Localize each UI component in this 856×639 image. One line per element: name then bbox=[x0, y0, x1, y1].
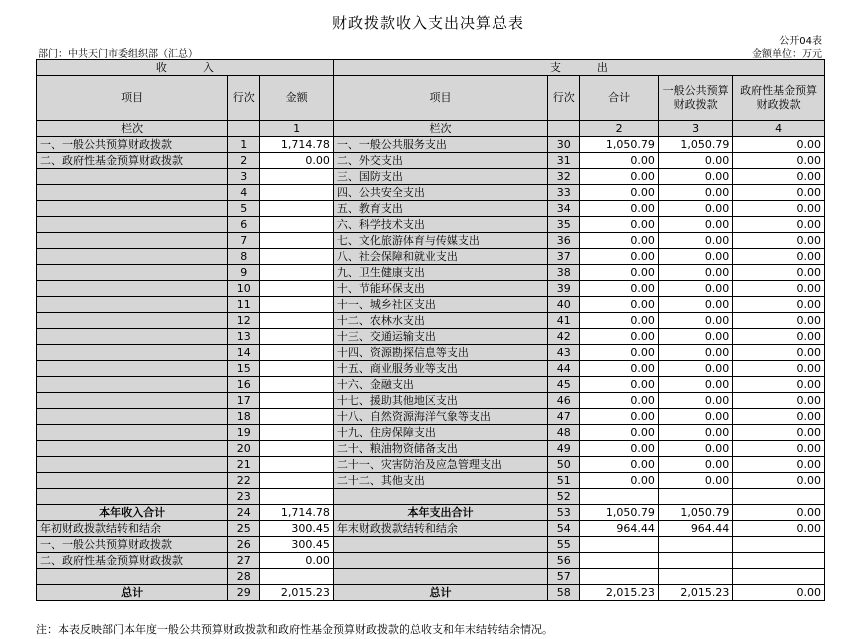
right-gov-fund-cell: 0.00 bbox=[733, 425, 825, 441]
right-general-cell: 0.00 bbox=[658, 201, 732, 217]
right-row-no-cell: 30 bbox=[548, 137, 580, 153]
left-item-cell bbox=[37, 297, 228, 313]
right-item-cell: 九、卫生健康支出 bbox=[333, 265, 547, 281]
right-general-cell: 0.00 bbox=[658, 313, 732, 329]
table-row bbox=[37, 153, 825, 169]
right-general-cell: 0.00 bbox=[658, 473, 732, 489]
income-section-label: 收入 bbox=[37, 60, 334, 76]
left-row-no-cell: 20 bbox=[228, 441, 260, 457]
table-row bbox=[37, 265, 825, 281]
left-amount-cell bbox=[260, 409, 333, 425]
right-gov-fund-cell: 0.00 bbox=[733, 297, 825, 313]
right-row-no-cell: 43 bbox=[548, 345, 580, 361]
right-row-no-cell: 41 bbox=[548, 313, 580, 329]
right-row-no-cell: 40 bbox=[548, 297, 580, 313]
right-general-cell: 0.00 bbox=[658, 393, 732, 409]
left-item-cell bbox=[37, 313, 228, 329]
left-item-cell bbox=[37, 425, 228, 441]
right-gov-fund-cell: 0.00 bbox=[733, 201, 825, 217]
left-amount-cell bbox=[260, 329, 333, 345]
left-row-no-cell: 8 bbox=[228, 249, 260, 265]
right-item-cell: 十二、农林水支出 bbox=[333, 313, 547, 329]
right-total-cell: 0.00 bbox=[580, 313, 658, 329]
right-total-cell: 0.00 bbox=[580, 153, 658, 169]
right-row-no-cell: 46 bbox=[548, 393, 580, 409]
header-total: 合计 bbox=[580, 76, 658, 121]
table-row bbox=[37, 233, 825, 249]
right-item-cell bbox=[333, 537, 547, 553]
right-gov-fund-cell: 0.00 bbox=[733, 441, 825, 457]
right-item-cell: 四、公共安全支出 bbox=[333, 185, 547, 201]
left-amount-cell bbox=[260, 441, 333, 457]
right-item-cell bbox=[333, 489, 547, 505]
table-row bbox=[37, 297, 825, 313]
right-row-no-cell: 45 bbox=[548, 377, 580, 393]
right-general-cell bbox=[658, 569, 732, 585]
left-item-cell bbox=[37, 473, 228, 489]
table-row bbox=[37, 377, 825, 393]
col-number-general: 3 bbox=[658, 121, 732, 137]
left-row-no-cell: 3 bbox=[228, 169, 260, 185]
right-total-cell: 0.00 bbox=[580, 297, 658, 313]
left-item-cell: 二、政府性基金预算财政拨款 bbox=[37, 153, 228, 169]
left-item-cell bbox=[37, 233, 228, 249]
left-item-cell bbox=[37, 201, 228, 217]
left-amount-cell: 0.00 bbox=[260, 153, 333, 169]
right-gov-fund-cell: 0.00 bbox=[733, 249, 825, 265]
header-gov-fund: 政府性基金预算财政拨款 bbox=[733, 76, 825, 121]
right-gov-fund-cell: 0.00 bbox=[733, 137, 825, 153]
right-item-cell: 二十一、灾害防治及应急管理支出 bbox=[333, 457, 547, 473]
left-row-no-cell: 7 bbox=[228, 233, 260, 249]
left-row-no-cell: 17 bbox=[228, 393, 260, 409]
right-item-cell: 十三、交通运输支出 bbox=[333, 329, 547, 345]
right-total-cell: 0.00 bbox=[580, 281, 658, 297]
right-gov-fund-cell: 0.00 bbox=[733, 521, 825, 537]
header-item-2: 项目 bbox=[333, 76, 547, 121]
right-item-cell: 十七、援助其他地区支出 bbox=[333, 393, 547, 409]
right-row-no-cell: 32 bbox=[548, 169, 580, 185]
right-total-cell: 0.00 bbox=[580, 169, 658, 185]
left-row-no-cell: 25 bbox=[228, 521, 260, 537]
right-total-cell: 0.00 bbox=[580, 361, 658, 377]
left-row-no-cell: 15 bbox=[228, 361, 260, 377]
right-item-cell: 二十二、其他支出 bbox=[333, 473, 547, 489]
right-gov-fund-cell bbox=[733, 553, 825, 569]
right-gov-fund-cell: 0.00 bbox=[733, 281, 825, 297]
table-row bbox=[37, 361, 825, 377]
right-row-no-cell: 48 bbox=[548, 425, 580, 441]
left-amount-cell: 1,714.78 bbox=[260, 137, 333, 153]
right-row-no-cell: 39 bbox=[548, 281, 580, 297]
left-amount-cell: 0.00 bbox=[260, 553, 333, 569]
left-row-no-cell: 10 bbox=[228, 281, 260, 297]
left-amount-cell: 1,714.78 bbox=[260, 505, 333, 521]
right-row-no-cell: 52 bbox=[548, 489, 580, 505]
right-general-cell: 0.00 bbox=[658, 265, 732, 281]
expense-section-label: 支出 bbox=[333, 60, 824, 76]
left-item-cell bbox=[37, 281, 228, 297]
right-gov-fund-cell bbox=[733, 537, 825, 553]
table-row bbox=[37, 409, 825, 425]
left-amount-cell bbox=[260, 233, 333, 249]
table-row bbox=[37, 281, 825, 297]
left-row-no-cell: 29 bbox=[228, 585, 260, 601]
right-general-cell: 964.44 bbox=[658, 521, 732, 537]
left-row-no-cell: 4 bbox=[228, 185, 260, 201]
right-general-cell: 1,050.79 bbox=[658, 137, 732, 153]
right-general-cell: 0.00 bbox=[658, 425, 732, 441]
left-amount-cell bbox=[260, 201, 333, 217]
right-row-no-cell: 49 bbox=[548, 441, 580, 457]
table-row bbox=[37, 553, 825, 569]
right-row-no-cell: 58 bbox=[548, 585, 580, 601]
left-amount-cell bbox=[260, 489, 333, 505]
left-item-cell: 一、一般公共预算财政拨款 bbox=[37, 137, 228, 153]
left-row-no-cell: 23 bbox=[228, 489, 260, 505]
right-general-cell: 1,050.79 bbox=[658, 505, 732, 521]
left-row-no-cell: 19 bbox=[228, 425, 260, 441]
right-row-no-cell: 50 bbox=[548, 457, 580, 473]
right-row-no-cell: 33 bbox=[548, 185, 580, 201]
left-item-cell bbox=[37, 345, 228, 361]
right-total-cell: 0.00 bbox=[580, 473, 658, 489]
table-row bbox=[37, 457, 825, 473]
right-general-cell: 2,015.23 bbox=[658, 585, 732, 601]
left-item-cell bbox=[37, 169, 228, 185]
left-amount-cell: 300.45 bbox=[260, 521, 333, 537]
left-amount-cell bbox=[260, 265, 333, 281]
right-row-no-cell: 54 bbox=[548, 521, 580, 537]
right-item-cell: 八、社会保障和就业支出 bbox=[333, 249, 547, 265]
right-gov-fund-cell: 0.00 bbox=[733, 217, 825, 233]
left-item-cell bbox=[37, 217, 228, 233]
right-item-cell: 七、文化旅游体育与传媒支出 bbox=[333, 233, 547, 249]
table-row bbox=[37, 505, 825, 521]
right-total-cell: 0.00 bbox=[580, 233, 658, 249]
left-row-no-cell: 14 bbox=[228, 345, 260, 361]
left-amount-cell bbox=[260, 473, 333, 489]
right-gov-fund-cell: 0.00 bbox=[733, 393, 825, 409]
right-item-cell bbox=[333, 569, 547, 585]
right-gov-fund-cell: 0.00 bbox=[733, 377, 825, 393]
right-total-cell: 0.00 bbox=[580, 217, 658, 233]
left-row-no-cell: 28 bbox=[228, 569, 260, 585]
right-row-no-cell: 36 bbox=[548, 233, 580, 249]
right-total-cell: 0.00 bbox=[580, 377, 658, 393]
right-gov-fund-cell: 0.00 bbox=[733, 585, 825, 601]
right-total-cell bbox=[580, 537, 658, 553]
left-amount-cell bbox=[260, 249, 333, 265]
right-gov-fund-cell: 0.00 bbox=[733, 185, 825, 201]
left-row-no-cell: 21 bbox=[228, 457, 260, 473]
budget-table bbox=[36, 59, 825, 601]
form-code: 公开04表 bbox=[779, 36, 822, 47]
right-item-cell bbox=[333, 553, 547, 569]
left-row-no-cell: 24 bbox=[228, 505, 260, 521]
right-total-cell: 1,050.79 bbox=[580, 505, 658, 521]
right-row-no-cell: 53 bbox=[548, 505, 580, 521]
right-gov-fund-cell: 0.00 bbox=[733, 233, 825, 249]
right-item-cell: 十、节能环保支出 bbox=[333, 281, 547, 297]
col-label-left: 栏次 bbox=[37, 121, 228, 137]
right-general-cell: 0.00 bbox=[658, 185, 732, 201]
right-general-cell: 0.00 bbox=[658, 329, 732, 345]
right-total-cell: 0.00 bbox=[580, 409, 658, 425]
left-row-no-cell: 18 bbox=[228, 409, 260, 425]
left-amount-cell bbox=[260, 361, 333, 377]
right-item-cell: 十八、自然资源海洋气象等支出 bbox=[333, 409, 547, 425]
right-general-cell: 0.00 bbox=[658, 217, 732, 233]
right-total-cell bbox=[580, 553, 658, 569]
right-gov-fund-cell: 0.00 bbox=[733, 505, 825, 521]
right-row-no-cell: 44 bbox=[548, 361, 580, 377]
right-general-cell: 0.00 bbox=[658, 409, 732, 425]
right-total-cell: 0.00 bbox=[580, 441, 658, 457]
right-gov-fund-cell bbox=[733, 489, 825, 505]
footnote: 注：本表反映部门本年度一般公共预算财政拨款和政府性基金预算财政拨款的总收支和年末结转结余情况。 bbox=[36, 623, 553, 636]
table-row bbox=[37, 441, 825, 457]
header-item: 项目 bbox=[37, 76, 228, 121]
right-row-no-cell: 57 bbox=[548, 569, 580, 585]
left-row-no-cell: 16 bbox=[228, 377, 260, 393]
left-item-cell bbox=[37, 409, 228, 425]
left-row-no-cell: 9 bbox=[228, 265, 260, 281]
right-general-cell bbox=[658, 489, 732, 505]
right-item-cell: 二十、粮油物资储备支出 bbox=[333, 441, 547, 457]
left-item-cell bbox=[37, 265, 228, 281]
left-amount-cell bbox=[260, 281, 333, 297]
right-general-cell: 0.00 bbox=[658, 377, 732, 393]
right-general-cell bbox=[658, 537, 732, 553]
table-row bbox=[37, 201, 825, 217]
right-total-cell: 1,050.79 bbox=[580, 137, 658, 153]
left-item-cell bbox=[37, 361, 228, 377]
right-total-cell: 0.00 bbox=[580, 393, 658, 409]
table-row bbox=[37, 425, 825, 441]
right-total-cell: 0.00 bbox=[580, 185, 658, 201]
right-total-cell: 0.00 bbox=[580, 345, 658, 361]
left-item-cell: 本年收入合计 bbox=[37, 505, 228, 521]
left-amount-cell bbox=[260, 425, 333, 441]
right-total-cell: 0.00 bbox=[580, 249, 658, 265]
right-total-cell: 0.00 bbox=[580, 265, 658, 281]
right-item-cell: 五、教育支出 bbox=[333, 201, 547, 217]
department-label: 部门：中共天门市委组织部（汇总） bbox=[38, 49, 198, 60]
right-item-cell: 十四、资源勘探信息等支出 bbox=[333, 345, 547, 361]
table-row bbox=[37, 569, 825, 585]
col-label-empty-2 bbox=[548, 121, 580, 137]
right-gov-fund-cell: 0.00 bbox=[733, 361, 825, 377]
report-title: 财政拨款收入支出决算总表 bbox=[331, 14, 524, 32]
left-row-no-cell: 22 bbox=[228, 473, 260, 489]
table-row bbox=[37, 169, 825, 185]
table-row bbox=[37, 313, 825, 329]
right-row-no-cell: 34 bbox=[548, 201, 580, 217]
header-general-budget: 一般公共预算财政拨款 bbox=[658, 76, 732, 121]
right-gov-fund-cell: 0.00 bbox=[733, 473, 825, 489]
right-item-cell: 六、科学技术支出 bbox=[333, 217, 547, 233]
right-gov-fund-cell: 0.00 bbox=[733, 153, 825, 169]
right-item-cell: 十九、住房保障支出 bbox=[333, 425, 547, 441]
right-gov-fund-cell bbox=[733, 569, 825, 585]
left-amount-cell bbox=[260, 457, 333, 473]
section-header-row bbox=[37, 60, 825, 76]
col-number-amount: 1 bbox=[260, 121, 333, 137]
left-amount-cell: 2,015.23 bbox=[260, 585, 333, 601]
right-general-cell: 0.00 bbox=[658, 249, 732, 265]
table-row bbox=[37, 249, 825, 265]
col-label-empty bbox=[228, 121, 260, 137]
left-item-cell bbox=[37, 489, 228, 505]
unit-label: 金额单位：万元 bbox=[752, 49, 822, 60]
column-header-row bbox=[37, 76, 825, 121]
left-row-no-cell: 27 bbox=[228, 553, 260, 569]
left-item-cell: 一、一般公共预算财政拨款 bbox=[37, 537, 228, 553]
right-general-cell: 0.00 bbox=[658, 441, 732, 457]
table-row bbox=[37, 585, 825, 601]
right-row-no-cell: 51 bbox=[548, 473, 580, 489]
table-row bbox=[37, 345, 825, 361]
right-gov-fund-cell: 0.00 bbox=[733, 265, 825, 281]
right-total-cell: 0.00 bbox=[580, 329, 658, 345]
right-general-cell bbox=[658, 553, 732, 569]
right-general-cell: 0.00 bbox=[658, 169, 732, 185]
left-amount-cell bbox=[260, 393, 333, 409]
left-row-no-cell: 5 bbox=[228, 201, 260, 217]
right-item-cell: 本年支出合计 bbox=[333, 505, 547, 521]
header-amount: 金额 bbox=[260, 76, 333, 121]
col-number-gov-fund: 4 bbox=[733, 121, 825, 137]
right-total-cell: 964.44 bbox=[580, 521, 658, 537]
right-row-no-cell: 38 bbox=[548, 265, 580, 281]
left-amount-cell: 300.45 bbox=[260, 537, 333, 553]
left-amount-cell bbox=[260, 377, 333, 393]
left-amount-cell bbox=[260, 169, 333, 185]
table-row bbox=[37, 521, 825, 537]
right-item-cell: 三、国防支出 bbox=[333, 169, 547, 185]
col-label-right: 栏次 bbox=[333, 121, 547, 137]
left-amount-cell bbox=[260, 569, 333, 585]
left-item-cell: 二、政府性基金预算财政拨款 bbox=[37, 553, 228, 569]
left-amount-cell bbox=[260, 185, 333, 201]
left-row-no-cell: 12 bbox=[228, 313, 260, 329]
left-amount-cell bbox=[260, 297, 333, 313]
right-row-no-cell: 37 bbox=[548, 249, 580, 265]
right-gov-fund-cell: 0.00 bbox=[733, 345, 825, 361]
left-item-cell: 总计 bbox=[37, 585, 228, 601]
table-row bbox=[37, 185, 825, 201]
right-general-cell: 0.00 bbox=[658, 153, 732, 169]
right-row-no-cell: 47 bbox=[548, 409, 580, 425]
left-row-no-cell: 2 bbox=[228, 153, 260, 169]
right-gov-fund-cell: 0.00 bbox=[733, 409, 825, 425]
left-row-no-cell: 13 bbox=[228, 329, 260, 345]
left-item-cell bbox=[37, 441, 228, 457]
left-item-cell bbox=[37, 249, 228, 265]
right-item-cell: 年末财政拨款结转和结余 bbox=[333, 521, 547, 537]
right-item-cell: 二、外交支出 bbox=[333, 153, 547, 169]
left-item-cell bbox=[37, 377, 228, 393]
right-general-cell: 0.00 bbox=[658, 457, 732, 473]
right-general-cell: 0.00 bbox=[658, 345, 732, 361]
right-gov-fund-cell: 0.00 bbox=[733, 329, 825, 345]
right-item-cell: 十一、城乡社区支出 bbox=[333, 297, 547, 313]
right-total-cell bbox=[580, 489, 658, 505]
left-amount-cell bbox=[260, 313, 333, 329]
left-item-cell bbox=[37, 457, 228, 473]
right-item-cell: 总计 bbox=[333, 585, 547, 601]
left-amount-cell bbox=[260, 345, 333, 361]
right-row-no-cell: 55 bbox=[548, 537, 580, 553]
right-gov-fund-cell: 0.00 bbox=[733, 313, 825, 329]
right-general-cell: 0.00 bbox=[658, 281, 732, 297]
left-item-cell bbox=[37, 393, 228, 409]
left-item-cell bbox=[37, 569, 228, 585]
right-item-cell: 十六、金融支出 bbox=[333, 377, 547, 393]
right-row-no-cell: 42 bbox=[548, 329, 580, 345]
table-row bbox=[37, 473, 825, 489]
right-row-no-cell: 56 bbox=[548, 553, 580, 569]
table-row bbox=[37, 537, 825, 553]
column-number-row bbox=[37, 121, 825, 137]
left-row-no-cell: 6 bbox=[228, 217, 260, 233]
left-row-no-cell: 26 bbox=[228, 537, 260, 553]
right-total-cell: 0.00 bbox=[580, 457, 658, 473]
left-item-cell bbox=[37, 185, 228, 201]
left-row-no-cell: 1 bbox=[228, 137, 260, 153]
right-general-cell: 0.00 bbox=[658, 233, 732, 249]
right-total-cell: 2,015.23 bbox=[580, 585, 658, 601]
right-total-cell: 0.00 bbox=[580, 425, 658, 441]
right-item-cell: 十五、商业服务业等支出 bbox=[333, 361, 547, 377]
header-row-no-2: 行次 bbox=[548, 76, 580, 121]
right-item-cell: 一、一般公共服务支出 bbox=[333, 137, 547, 153]
right-total-cell: 0.00 bbox=[580, 201, 658, 217]
right-row-no-cell: 31 bbox=[548, 153, 580, 169]
right-row-no-cell: 35 bbox=[548, 217, 580, 233]
table-row bbox=[37, 137, 825, 153]
left-amount-cell bbox=[260, 217, 333, 233]
left-item-cell bbox=[37, 329, 228, 345]
header-row-no: 行次 bbox=[228, 76, 260, 121]
table-row bbox=[37, 489, 825, 505]
right-total-cell bbox=[580, 569, 658, 585]
left-item-cell: 年初财政拨款结转和结余 bbox=[37, 521, 228, 537]
table-row bbox=[37, 217, 825, 233]
right-general-cell: 0.00 bbox=[658, 361, 732, 377]
left-row-no-cell: 11 bbox=[228, 297, 260, 313]
right-general-cell: 0.00 bbox=[658, 297, 732, 313]
col-number-total: 2 bbox=[580, 121, 658, 137]
table-row bbox=[37, 329, 825, 345]
right-gov-fund-cell: 0.00 bbox=[733, 169, 825, 185]
table-row bbox=[37, 393, 825, 409]
right-gov-fund-cell: 0.00 bbox=[733, 457, 825, 473]
